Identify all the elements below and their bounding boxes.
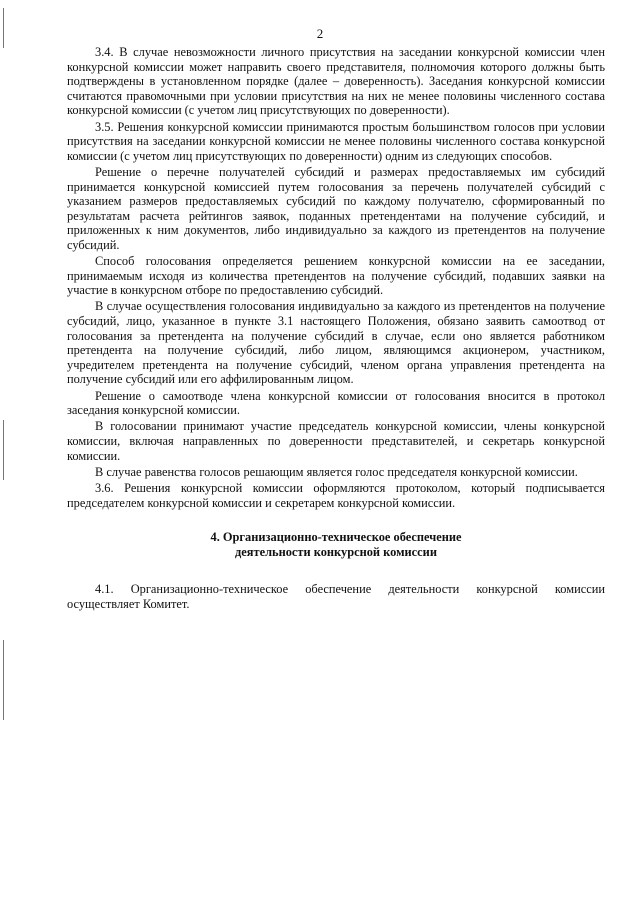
section-heading-line-1: 4. Организационно-техническое обеспечение	[210, 530, 462, 545]
binding-mark	[3, 420, 4, 480]
paragraph-recusal-protocol: Решение о самоотводе члена конкурсной комиссии от голосования вносится в протокол заседания конкурсной комиссии.	[67, 388, 605, 418]
section-heading-line-2: деятельности конкурсной комиссии	[235, 544, 437, 559]
paragraph-4-1: 4.1. Организационно-техническое обеспечение деятельности конкурсной комиссии осуществляет Комитет.	[67, 582, 605, 611]
paragraph-tie-vote: В случае равенства голосов решающим является голос председателя конкурсной комиссии.	[95, 464, 578, 479]
binding-mark	[3, 640, 4, 720]
paragraph-3-4: 3.4. В случае невозможности личного присутствия на заседании конкурсной комиссии член конкурсной комиссии может направить своего представителя, полномочия которого должны быть подтверждены в установленном порядке (далее – доверенность). Заседания конкурсной комиссии считаются правомочными при условии присутствия на них не менее половины численного состава конкурсной комиссии (с учетом лиц присутствующих по доверенности).	[67, 45, 605, 118]
page-number: 2	[316, 26, 324, 41]
paragraph-3-5: 3.5. Решения конкурсной комиссии принимаются простым большинством голосов при условии присутствия на заседании конкурсной комиссии не менее половины численного состава конкурсной комиссии (с учетом лиц присутствующих по доверенности) одним из следующих способов.	[67, 119, 605, 163]
paragraph-voting-method: Способ голосования определяется решением конкурсной комиссии на ее заседании, принимаемым исходя из количества претендентов на получение субсидий, подавших заявки на участие в конкурсном отборе по предоставлению субсидий.	[67, 254, 605, 298]
paragraph-voting-list: Решение о перечне получателей субсидий и размерах предоставляемых им субсидий принимается конкурсной комиссией путем голосования за перечень получателей субсидий с указанием размеров предоставляемых субсидий по каждому получателю, сформированный по результатам расчета рейтингов заявок, поданных претендентами на получение субсидий, и приложенных к ним документов, либо индивидуально за каждого из претендентов на получение субсидий.	[67, 164, 605, 252]
paragraph-voting-participants: В голосовании принимают участие председатель конкурсной комиссии, члены конкурсной комиссии, включая направленных по доверенности представителей, и секретарь конкурсной комиссии.	[67, 419, 605, 463]
document-body	[67, 45, 605, 613]
section-heading	[67, 530, 605, 559]
paragraph-recusal: В случае осуществления голосования индивидуально за каждого из претендентов на получение субсидий, лицо, указанное в пункте 3.1 настоящего Положения, обязано заявить самоотвод от голосования за претендента на получение субсидий в случае, если оно является работником претендента на получение субсидий, либо лицом, являющимся акционером, участником, учредителем претендента на получение субсидий, членом органа управления претендента на получение субсидий или его аффилированным лицом.	[67, 299, 605, 387]
paragraph-3-6: 3.6. Решения конкурсной комиссии оформляются протоколом, который подписывается председателем конкурсной комиссии и секретарем конкурсной комиссии.	[67, 480, 605, 510]
